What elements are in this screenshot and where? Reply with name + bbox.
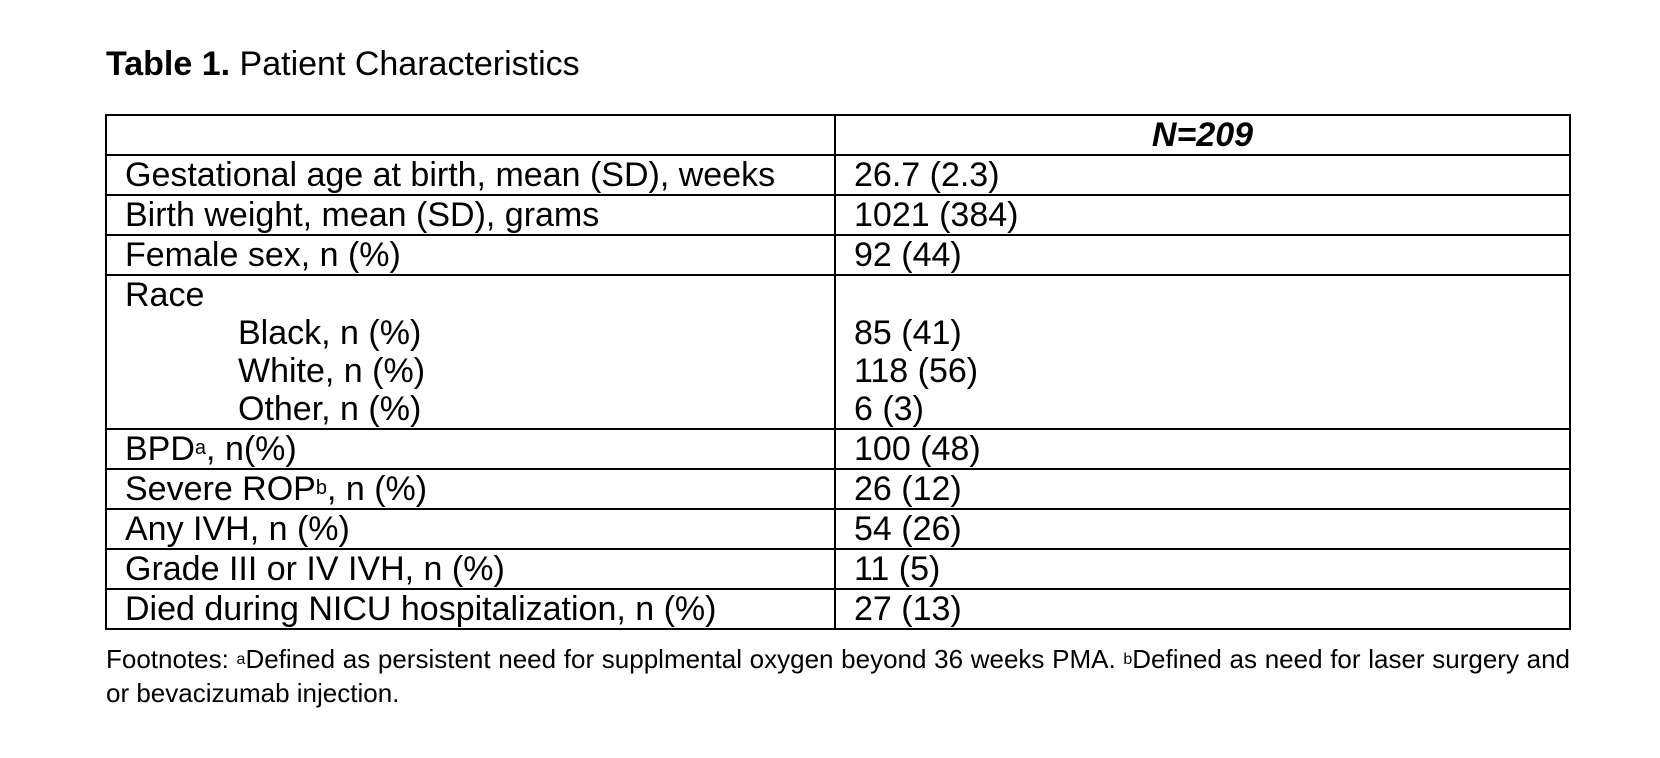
table-title-text: Patient Characteristics (239, 45, 580, 83)
row-value: 92 (44) (835, 235, 1570, 275)
footnote-a-mark: a (236, 651, 246, 668)
race-item-value: 118 (56) (854, 352, 979, 390)
race-labels-cell (106, 275, 835, 429)
table-row-bpd (106, 429, 1570, 469)
race-values-cell (835, 275, 1570, 429)
race-spacer (854, 276, 1569, 314)
row-label (106, 469, 835, 509)
bpd-footnote-mark: a (194, 437, 207, 459)
row-value: 26.7 (2.3) (835, 155, 1570, 195)
row-label: Died during NICU hospitalization, n (%) (106, 589, 835, 629)
row-value: 54 (26) (835, 509, 1570, 549)
race-group-row (106, 275, 1570, 429)
table-row (106, 509, 1570, 549)
table-row (106, 155, 1570, 195)
header-empty-cell (106, 115, 835, 155)
row-label: Birth weight, mean (SD), grams (106, 195, 835, 235)
race-item-label: Other, n (%) (238, 390, 422, 428)
row-label (106, 429, 835, 469)
row-value: 1021 (384) (835, 195, 1570, 235)
row-value: 26 (12) (835, 469, 1570, 509)
row-value: 11 (5) (835, 549, 1570, 589)
rop-label-rest: , n (%) (326, 470, 428, 508)
rop-label: Severe ROP (125, 470, 316, 508)
footnotes-prefix: Footnotes: (106, 644, 237, 674)
race-item-label: Black, n (%) (238, 314, 422, 352)
patient-characteristics-table (105, 114, 1571, 630)
row-value: 100 (48) (835, 429, 1570, 469)
table-row (106, 549, 1570, 589)
race-item-value: 85 (41) (854, 314, 962, 352)
header-n-cell: N=209 (835, 115, 1570, 155)
bpd-label: BPD (125, 430, 195, 468)
table-row (106, 235, 1570, 275)
rop-footnote-mark: b (315, 477, 327, 499)
row-label: Grade III or IV IVH, n (%) (106, 549, 835, 589)
footnote-b-mark: b (1123, 651, 1133, 668)
row-label: Any IVH, n (%) (106, 509, 835, 549)
footnote-b-text: Defined as need for laser surgery and or bevacizumab injection. (106, 644, 1570, 708)
table-row (106, 589, 1570, 629)
race-label: Race (125, 276, 205, 314)
race-item-label: White, n (%) (238, 352, 426, 390)
table-title (106, 44, 580, 84)
footnote-a-text: Defined as persistent need for supplmental oxygen beyond 36 weeks PMA. (245, 644, 1124, 674)
race-item-value: 6 (3) (854, 390, 924, 428)
table-footnotes (106, 642, 1570, 710)
table-row-rop (106, 469, 1570, 509)
row-label: Female sex, n (%) (106, 235, 835, 275)
row-value: 27 (13) (835, 589, 1570, 629)
table-row (106, 195, 1570, 235)
table-header-row (106, 115, 1570, 155)
table-title-label: Table 1. (106, 45, 231, 83)
bpd-label-rest: , n(%) (206, 430, 297, 468)
row-label: Gestational age at birth, mean (SD), weeks (106, 155, 835, 195)
